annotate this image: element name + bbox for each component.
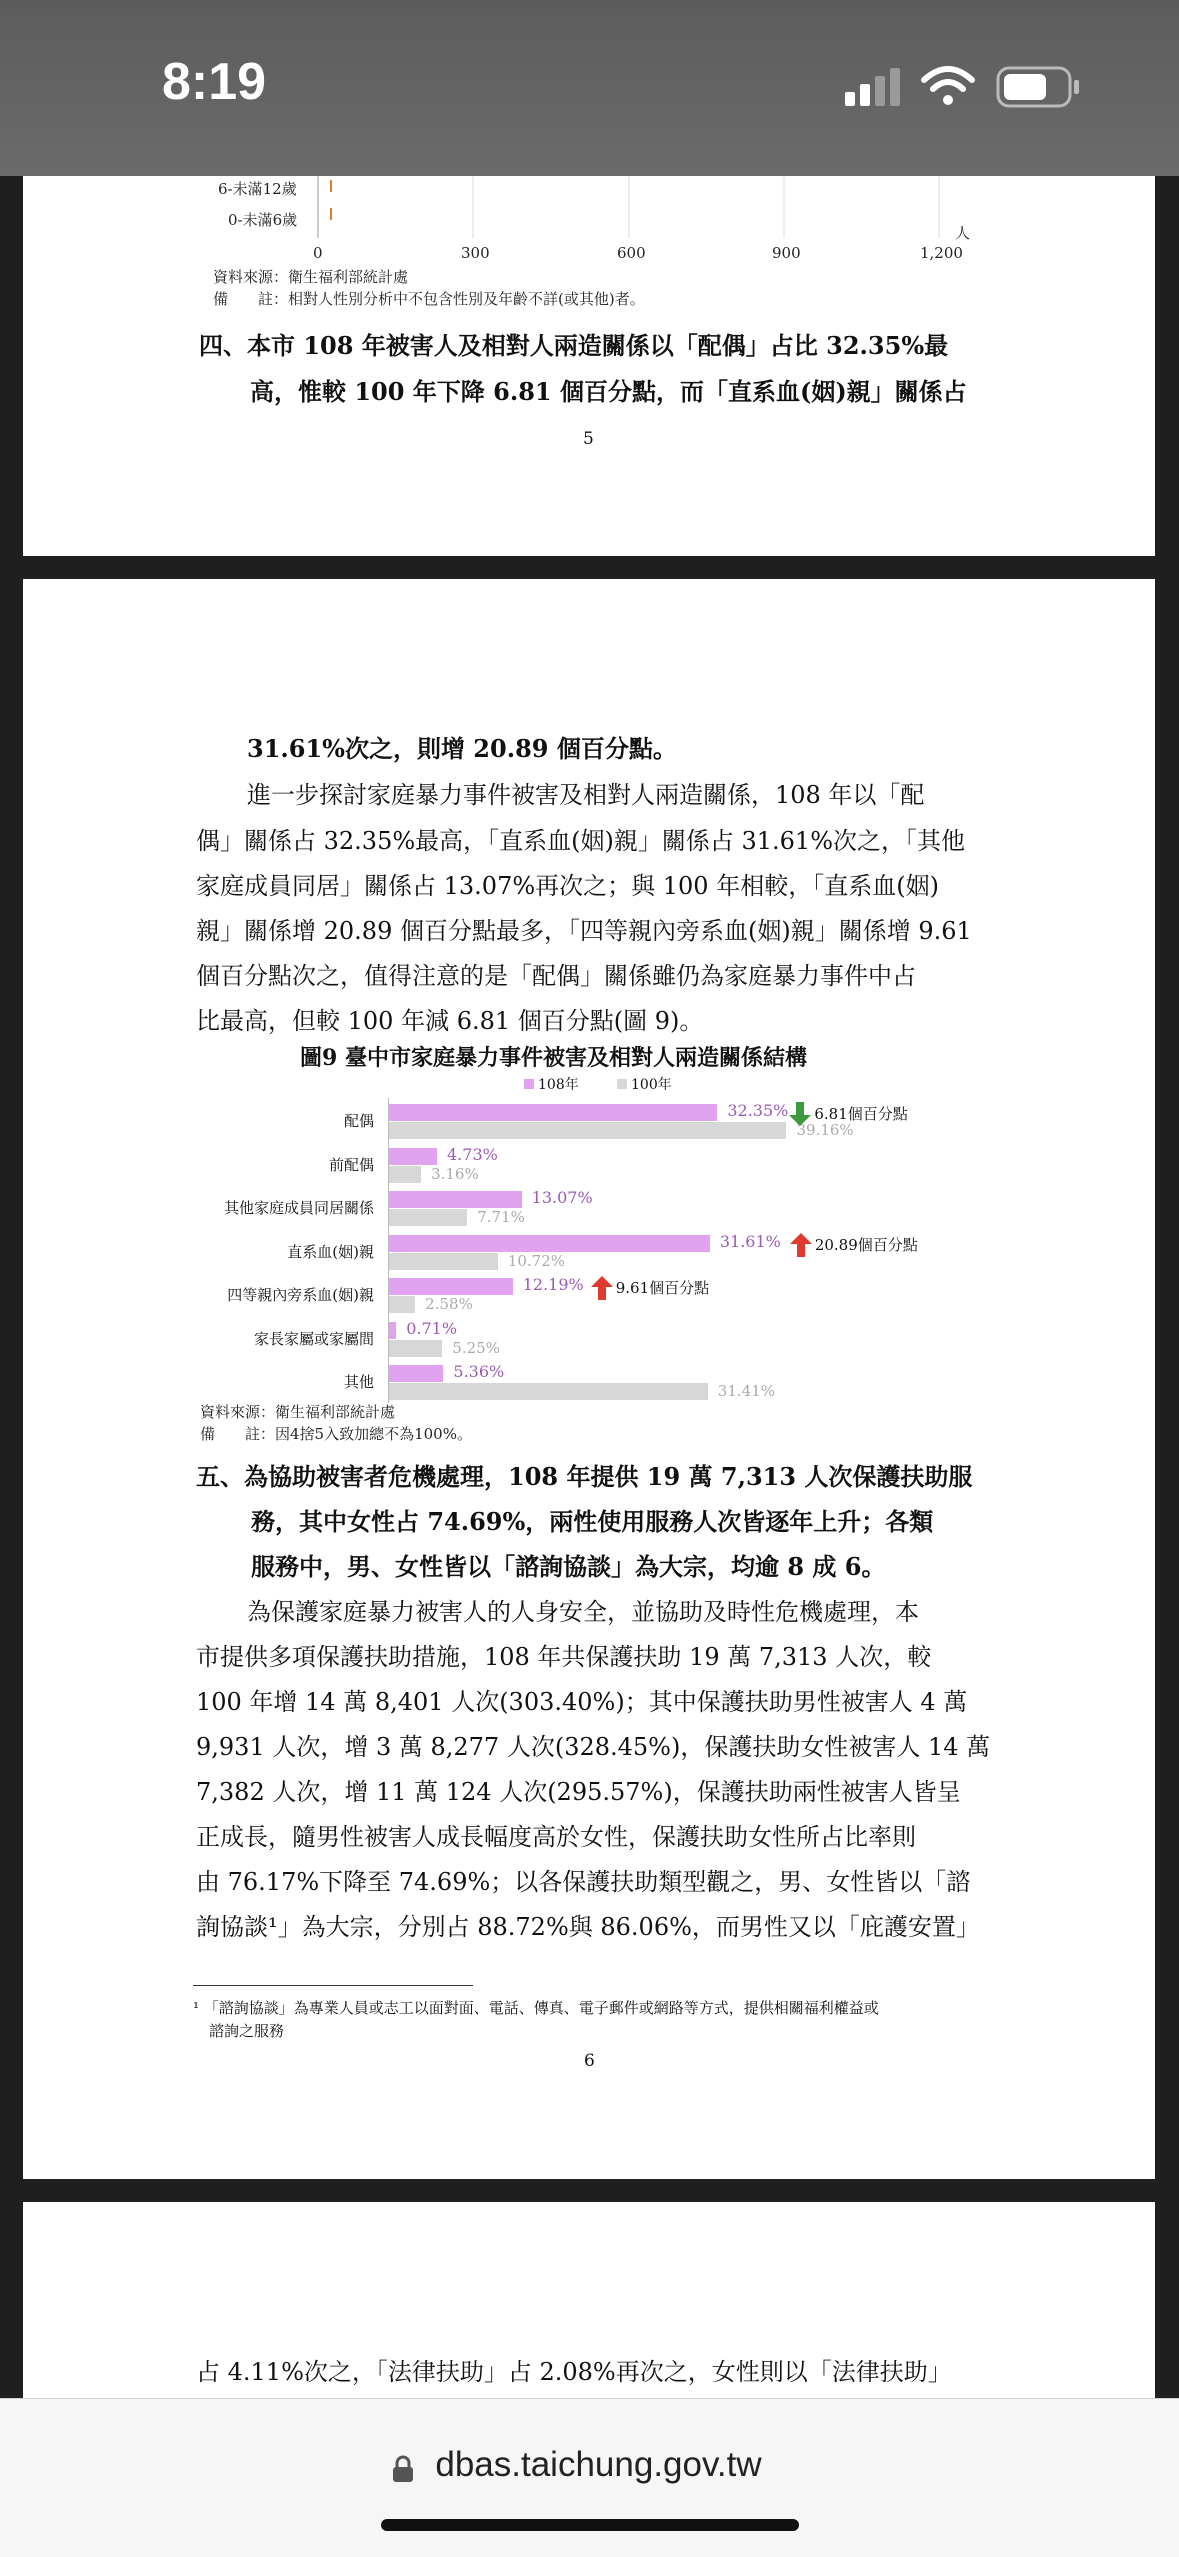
- data-label-100: 2.58%: [425, 1295, 473, 1313]
- battery-icon: [996, 66, 1082, 108]
- data-label-108: 12.19%: [522, 1275, 584, 1294]
- chart-row-label: 0-未滿6歲: [228, 211, 298, 229]
- browser-address-bar[interactable]: [0, 2398, 1179, 2557]
- paragraph-line: 比最高，但較 100 年減 6.81 個百分點(圖 9)。: [196, 1007, 704, 1035]
- section-heading: 服務中，男、女性皆以「諮詢協談」為大宗，均逾 8 成 6。: [251, 1552, 886, 1581]
- paragraph-line: 為保護家庭暴力被害人的人身安全，並協助及時性危機處理，本: [247, 1598, 919, 1626]
- paragraph-line: 詢協談¹」為大宗，分別占 88.72%與 86.06%，而男性又以「庇護安置」: [196, 1913, 980, 1941]
- bar-108: [389, 1278, 513, 1295]
- data-label-100: 5.25%: [452, 1338, 500, 1357]
- bar-100: [389, 1209, 467, 1226]
- data-label-108: 0.71%: [406, 1318, 458, 1338]
- paragraph-line: 9,931 人次，增 3 萬 8,277 人次(328.45%)，保護扶助女性被害人 14 萬: [196, 1733, 991, 1761]
- data-label-108: 31.61%: [719, 1231, 781, 1251]
- url-text[interactable]: dbas.taichung.gov.tw: [435, 2445, 762, 2484]
- data-label-100: 3.16%: [431, 1164, 479, 1183]
- bar-108: [389, 1191, 522, 1208]
- annotation-label: 20.89個百分點: [814, 1235, 918, 1254]
- footnote: 諮詢之服務: [209, 2022, 285, 2040]
- document-page-5: [23, 176, 1155, 556]
- category-label: 其他家庭成員同居關係: [223, 1199, 374, 1217]
- status-bar: [0, 0, 1179, 176]
- arrow-down-icon: [789, 1102, 811, 1126]
- relationship-bar-chart: [23, 1039, 1155, 1439]
- data-label-108: 4.73%: [447, 1144, 498, 1164]
- chart-row-label: 6-未滿12歲: [218, 180, 297, 198]
- paragraph-line: 親」關係增 20.89 個百分點最多，「四等親內旁系血(姻)親」關係增 9.61: [196, 917, 972, 945]
- category-label: 家長家屬或家屬間: [253, 1329, 374, 1348]
- axis-tick: 600: [617, 244, 646, 262]
- chart-note: 備 註：因4捨5入致加總不為100%。: [200, 1425, 472, 1443]
- data-label-108: 5.36%: [453, 1362, 505, 1381]
- axis-tick: 1,200: [920, 244, 963, 262]
- section-heading: 五、為協助被害者危機處理，108 年提供 19 萬 7,313 人次保護扶助服: [196, 1462, 973, 1491]
- bar-100: [389, 1166, 421, 1183]
- section-heading: 務，其中女性占 74.69%，兩性使用服務人次皆逐年上升；各類: [251, 1507, 934, 1536]
- chart-note: 備 註：相對人性別分析中不包含性別及年齡不詳(或其他)者。: [213, 290, 645, 308]
- chart-source: 資料來源：衛生福利部統計處: [213, 268, 409, 286]
- axis-tick: 300: [461, 244, 490, 262]
- paragraph-line: 7,382 人次，增 11 萬 124 人次(295.57%)，保護扶助兩性被害人皆呈: [196, 1778, 961, 1806]
- bar-100: [389, 1122, 786, 1139]
- axis-tick: 0: [313, 244, 323, 262]
- category-label: 前配偶: [328, 1155, 374, 1174]
- bar-100: [389, 1340, 442, 1357]
- data-label-108: 13.07%: [531, 1188, 593, 1207]
- bar-108: [389, 1322, 396, 1339]
- chart-source: 資料來源：衛生福利部統計處: [200, 1403, 396, 1421]
- bar-108: [389, 1148, 437, 1165]
- page-number: 5: [583, 429, 594, 449]
- bar-108: [389, 1365, 443, 1382]
- paragraph-line: 市提供多項保護扶助措施，108 年共保護扶助 19 萬 7,313 人次，較: [196, 1643, 932, 1671]
- chart-axis: [388, 1098, 389, 1403]
- arrow-up-icon: [790, 1233, 812, 1257]
- paragraph-line: 進一步探討家庭暴力事件被害及相對人兩造關係，108 年以「配: [247, 781, 925, 809]
- section-heading: 高，惟較 100 年下降 6.81 個百分點，而「直系血(姻)親」關係占: [250, 377, 967, 406]
- chart-title: 圖9 臺中市家庭暴力事件被害及相對人兩造關係結構: [300, 1045, 807, 1071]
- paragraph-line: 100 年增 14 萬 8,401 人次(303.40%)；其中保護扶助男性被害人 4 萬: [196, 1688, 968, 1716]
- paragraph-line: 個百分點次之，值得注意的是「配偶」關係雖仍為家庭暴力事件中占: [196, 962, 916, 990]
- data-label-100: 39.16%: [796, 1121, 854, 1139]
- bar-108: [389, 1235, 710, 1252]
- lead-line: 31.61%次之，則增 20.89 個百分點。: [247, 734, 677, 763]
- status-time: 8:19: [162, 53, 267, 111]
- axis-unit: 人: [955, 224, 971, 242]
- bar-100: [389, 1296, 415, 1313]
- paragraph-line: 家庭成員同居」關係占 13.07%再次之；與 100 年相較，「直系血(姻): [196, 872, 939, 900]
- bar-100: [389, 1253, 498, 1270]
- page-number: 6: [584, 2051, 595, 2071]
- paragraph-line: 正成長，隨男性被害人成長幅度高於女性，保護扶助女性所占比率則: [196, 1823, 916, 1851]
- data-label-100: 31.41%: [717, 1382, 775, 1400]
- data-label-100: 10.72%: [507, 1251, 565, 1270]
- age-chart-fragment: [23, 176, 1155, 276]
- bar-100: [389, 1383, 708, 1400]
- category-label: 配偶: [343, 1112, 374, 1130]
- category-label: 四等親內旁系血(姻)親: [227, 1286, 374, 1304]
- category-label: 其他: [343, 1373, 374, 1391]
- data-label-108: 32.35%: [727, 1101, 789, 1120]
- home-indicator[interactable]: [381, 2519, 799, 2531]
- arrow-up-icon: [591, 1276, 613, 1300]
- data-label-100: 7.71%: [477, 1208, 525, 1226]
- chart-rows: [23, 1039, 1155, 1439]
- section-heading: 四、本市 108 年被害人及相對人兩造關係以「配偶」占比 32.35%最: [199, 331, 949, 360]
- wifi-icon: [920, 64, 976, 108]
- category-label: 直系血(姻)親: [287, 1242, 374, 1261]
- legend-label: 108年: [538, 1077, 579, 1093]
- bar-108: [389, 1104, 717, 1121]
- paragraph-line: 由 76.17%下降至 74.69%；以各保護扶助類型觀之，男、女性皆以「諮: [196, 1868, 971, 1896]
- cellular-signal-icon: [845, 68, 905, 108]
- legend-label: 100年: [631, 1077, 672, 1093]
- footnote-rule: [193, 1985, 473, 1986]
- annotation-label: 9.61個百分點: [615, 1279, 710, 1297]
- document-page-6: [23, 579, 1155, 2179]
- paragraph-line: 占 4.11%次之，「法律扶助」占 2.08%再次之，女性則以「法律扶助」: [196, 2358, 952, 2386]
- axis-tick: 900: [772, 244, 801, 262]
- annotation-label: 6.81個百分點: [814, 1105, 908, 1123]
- footnote: ¹ 「諮詢協談」為專業人員或志工以面對面、電話、傳真、電子郵件或網路等方式，提供相關福利權益或: [193, 1999, 879, 2017]
- paragraph-line: 偶」關係占 32.35%最高，「直系血(姻)親」關係占 31.61%次之，「其他: [196, 827, 966, 855]
